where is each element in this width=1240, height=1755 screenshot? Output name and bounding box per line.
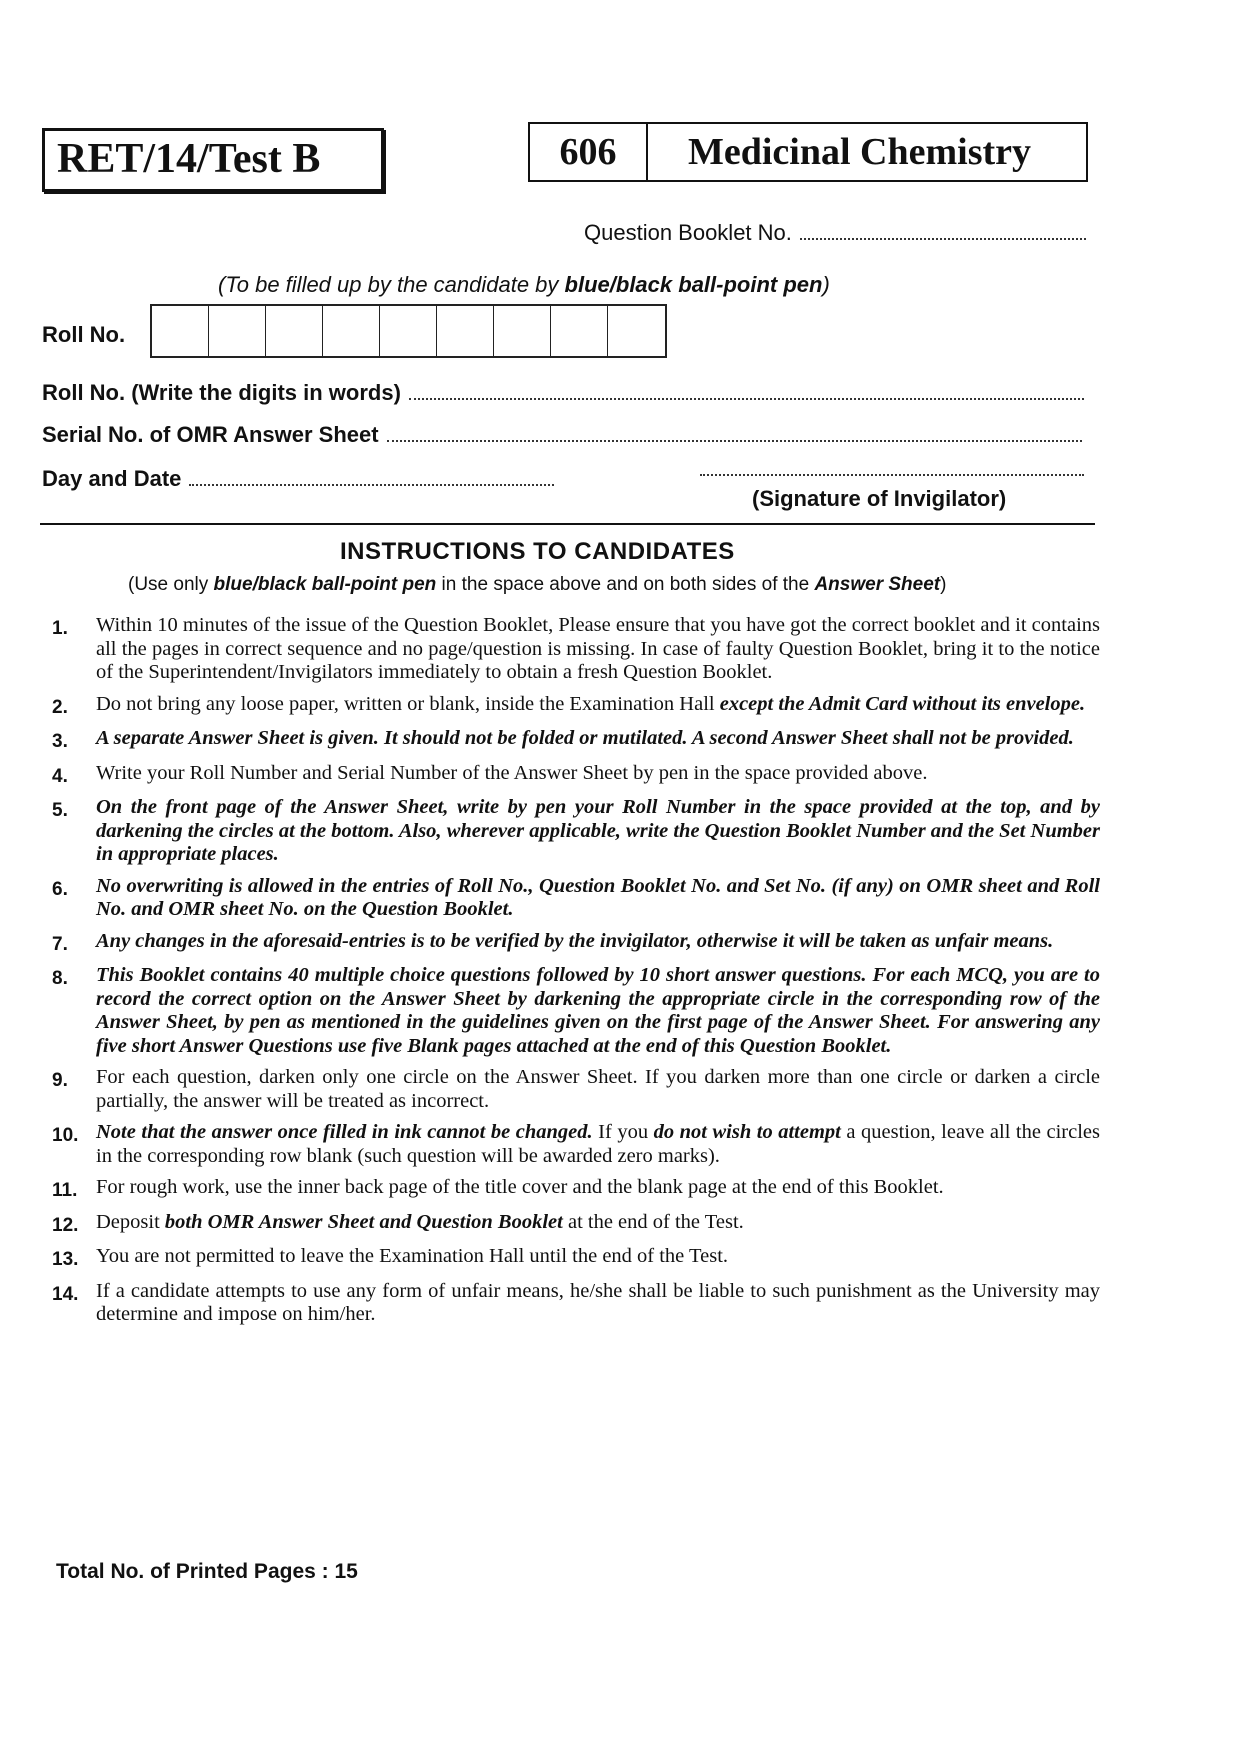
instruction-number: 4. xyxy=(52,765,68,787)
instruction-text xyxy=(96,762,1100,789)
instruction-number: 6. xyxy=(52,878,68,900)
instruction-text-part: a question, leave all the circles in the corresponding row blank (such question will be awarded zero marks). xyxy=(96,1121,1100,1167)
serial-field[interactable] xyxy=(387,440,1082,442)
instruction-item xyxy=(52,1280,1100,1327)
instruction-number: 12. xyxy=(52,1214,79,1236)
booklet-no-label: Question Booklet No. xyxy=(584,220,792,245)
instructions-title: INSTRUCTIONS TO CANDIDATES xyxy=(340,538,735,565)
fill-note-pen: blue/black ball-point pen xyxy=(564,272,823,297)
instruction-item xyxy=(52,1066,1100,1113)
instruction-number: 1. xyxy=(52,618,68,639)
serial-row xyxy=(42,422,1082,448)
roll-digit-box[interactable] xyxy=(551,306,608,356)
instruction-number: 14. xyxy=(52,1283,79,1305)
instruction-item xyxy=(52,875,1100,922)
instructions-list xyxy=(52,614,1100,1335)
instruction-item xyxy=(52,1121,1100,1168)
roll-digit-box[interactable] xyxy=(266,306,323,356)
subject-box xyxy=(528,122,1088,182)
fill-note: (To be filled up by the candidate by blue/black ball-point pen) xyxy=(218,272,830,297)
instruction-text-part: at the end of the Test. xyxy=(562,1210,744,1233)
roll-words-field[interactable] xyxy=(409,398,1084,400)
instruction-text-part: You are not permitted to leave the Examination Hall until the end of the Test. xyxy=(96,1245,729,1267)
instruction-text xyxy=(96,614,1100,685)
roll-no-label: Roll No. xyxy=(42,322,126,347)
serial-label: Serial No. of OMR Answer Sheet xyxy=(42,422,379,447)
instruction-item xyxy=(52,930,1100,957)
instruction-text-part: except the Admit Card without its envelope. xyxy=(719,692,1086,715)
instruction-text xyxy=(96,693,1100,720)
instruction-text-part: This Booklet contains 40 multiple choice questions followed by 10 short answer questions. For each MCQ, you are to record the correct option on the Answer Sheet by darkening the appropriate circle in the corresponding row of the Answer Sheet, by pen as mentioned in the guidelines given on the first page of the Answer Sheet. For answering any five short Answer Questions use five Blank pages attached at the end of this Question Booklet. xyxy=(96,964,1100,1057)
instruction-item xyxy=(52,1211,1100,1238)
signature-label: (Signature of Invigilator) xyxy=(752,486,1007,511)
instruction-text-part: For each question, darken only one circle on the Answer Sheet. If you darken more than one circle or darken a circle partially, the answer will be treated as incorrect. xyxy=(96,1066,1100,1112)
test-code: RET/14/Test B xyxy=(57,136,321,182)
day-date-field[interactable] xyxy=(189,484,554,486)
instruction-item xyxy=(52,1245,1100,1272)
subject-name: Medicinal Chemistry xyxy=(688,131,1032,173)
instruction-text-part: Do not bring any loose paper, written or blank, inside the Examination Hall xyxy=(96,692,720,715)
instruction-number: 2. xyxy=(52,696,68,718)
roll-digit-box[interactable] xyxy=(380,306,437,356)
instruction-number: 13. xyxy=(52,1249,79,1270)
instruction-number: 8. xyxy=(52,968,68,989)
instruction-text xyxy=(96,1066,1100,1113)
instruction-text-part: On the front page of the Answer Sheet, write by pen your Roll Number in the space provided at the top, and by darkening the circles at the bottom. Also, wherever applicable, write the Question Booklet Number and the Set Number in appropriate places. xyxy=(96,796,1100,865)
instruction-text-part: For rough work, use the inner back page of the title cover and the blank page at the end of this Booklet. xyxy=(96,1176,944,1198)
instruction-text xyxy=(96,1211,1100,1238)
roll-no-boxes xyxy=(150,304,667,358)
instruction-text-part: Any changes in the aforesaid-entries is to be verified by the invigilator, otherwise it will be taken as unfair means. xyxy=(96,929,1054,952)
instruction-text xyxy=(96,1176,1100,1203)
roll-digit-box[interactable] xyxy=(209,306,266,356)
instruction-text xyxy=(96,964,1100,1058)
instruction-number: 11. xyxy=(52,1180,78,1201)
roll-digit-box[interactable] xyxy=(152,306,209,356)
instruction-number: 5. xyxy=(52,800,68,821)
roll-digit-box[interactable] xyxy=(494,306,551,356)
instruction-text xyxy=(96,1245,1100,1272)
instruction-item xyxy=(52,964,1100,1058)
roll-words-row xyxy=(42,380,1084,406)
test-code-box xyxy=(42,128,384,192)
day-date-row xyxy=(42,466,554,492)
instruction-text xyxy=(96,875,1100,922)
instruction-item xyxy=(52,693,1100,720)
total-pages: Total No. of Printed Pages : 15 xyxy=(56,1560,358,1583)
roll-words-label: Roll No. (Write the digits in words) xyxy=(42,380,401,405)
instruction-item xyxy=(52,614,1100,685)
roll-digit-box[interactable] xyxy=(437,306,494,356)
day-date-label: Day and Date xyxy=(42,466,182,491)
instruction-number: 7. xyxy=(52,933,68,955)
instruction-item xyxy=(52,796,1100,867)
instruction-text-part: both OMR Answer Sheet and Question Booklet xyxy=(164,1210,563,1233)
instruction-text xyxy=(96,727,1100,754)
signature-field[interactable] xyxy=(700,474,1084,476)
instruction-text xyxy=(96,1121,1100,1168)
instruction-number: 10. xyxy=(52,1125,79,1146)
instruction-text-part: A separate Answer Sheet is given. It should not be folded or mutilated. A second Answer Sheet shall not be provided. xyxy=(96,727,1074,749)
instruction-text xyxy=(96,1280,1100,1327)
instruction-text xyxy=(96,796,1100,867)
instructions-subtitle: (Use only blue/black ball-point pen in the space above and on both sides of the Answer Sheet) xyxy=(128,574,947,595)
section-divider xyxy=(40,523,1095,525)
instruction-text-part: Within 10 minutes of the issue of the Question Booklet, Please ensure that you have got the correct booklet and it contains all the pages in correct sequence and no page/question is missing. In case of faulty Question Booklet, bring it to the notice of the Superintendent/Invigilators immediately to obtain a fresh Question Booklet. xyxy=(96,614,1100,683)
instruction-text-part: Write your Roll Number and Serial Number of the Answer Sheet by pen in the space provided above. xyxy=(96,761,928,784)
instruction-text-part: Deposit xyxy=(96,1210,165,1233)
instruction-text xyxy=(96,930,1100,957)
instruction-item xyxy=(52,727,1100,754)
roll-digit-box[interactable] xyxy=(323,306,380,356)
instruction-text-part: If a candidate attempts to use any form of unfair means, he/she shall be liable to such punishment as the University may determine and impose on him/her. xyxy=(96,1279,1100,1325)
instruction-number: 3. xyxy=(52,731,68,752)
roll-digit-box[interactable] xyxy=(608,306,665,356)
booklet-no-row xyxy=(584,220,1086,246)
instruction-text-part: do not wish to attempt xyxy=(653,1121,841,1143)
instruction-text-part: No overwriting is allowed in the entries of Roll No., Question Booklet No. and Set No. (if any) on OMR sheet and Roll No. and OMR sheet No. on the Question Booklet. xyxy=(96,874,1100,920)
instruction-text-part: Note that the answer once filled in ink cannot be changed. xyxy=(96,1121,593,1143)
subject-code: 606 xyxy=(530,124,648,180)
instruction-item xyxy=(52,1176,1100,1203)
instruction-item xyxy=(52,762,1100,789)
booklet-no-field[interactable] xyxy=(800,238,1086,240)
instruction-text-part: If you xyxy=(592,1121,654,1143)
instruction-number: 9. xyxy=(52,1070,68,1091)
